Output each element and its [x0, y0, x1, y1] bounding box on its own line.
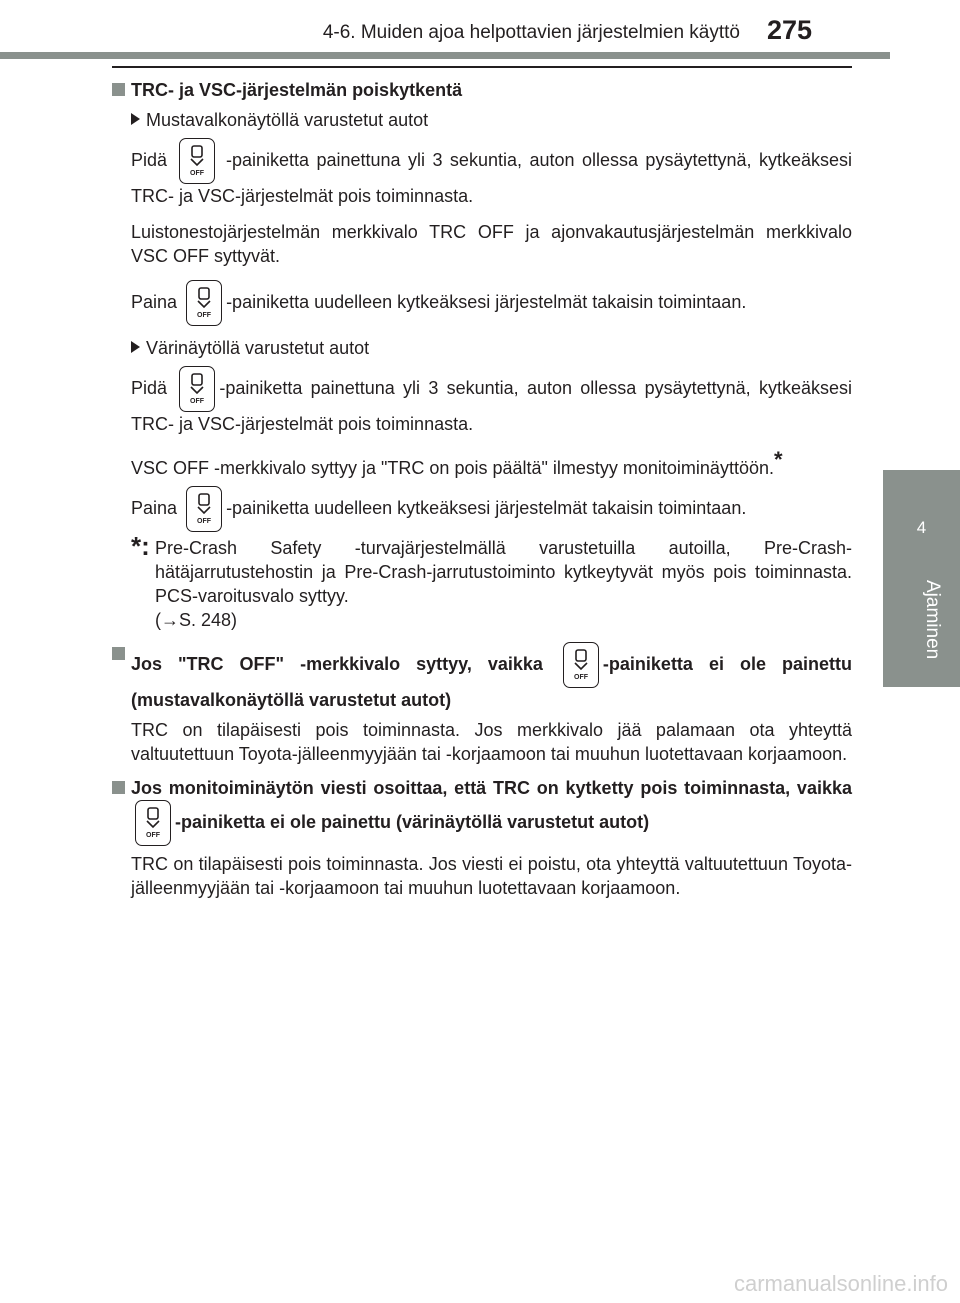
svg-text:OFF: OFF	[189, 170, 204, 177]
vsc-off-button-icon	[186, 280, 222, 326]
paragraph-trc-temporary-1: TRC on tilapäisesti pois toiminnasta. Jos merkkivalo jää palamaan ota yhteyttä valtuutettuun Toyota-jälleenmyyjään tai -korjaamoon tai muuhun luotettavaan korjaamoon.	[131, 720, 852, 764]
triangle-arrow-icon	[131, 341, 140, 353]
paragraph-press-again-mono: Paina OFF -painiketta uudelleen kytkeäksesi järjestelmät takaisin toimintaan.	[131, 280, 852, 326]
vsc-off-button-icon	[563, 642, 599, 688]
subheading-color-display: Värinäytöllä varustetut autot	[131, 336, 852, 360]
header-bar	[0, 0, 890, 59]
chapter-number: 4	[916, 518, 927, 537]
vsc-off-button-icon	[179, 138, 215, 184]
page-content	[112, 66, 852, 900]
chapter-label: Ajaminen	[922, 580, 943, 660]
section-heading-1: TRC- ja VSC-järjestelmän poiskytkentä	[112, 78, 852, 102]
svg-text:OFF: OFF	[190, 398, 205, 405]
chapter-tab	[883, 0, 960, 1303]
footnote-marker: *	[773, 447, 783, 472]
square-bullet-icon	[112, 647, 125, 660]
paragraph-hold-button-mono: Pidä OFF -painiketta painettuna yli 3 sekuntia, auton ollessa pysäytettynä, kytkeäksesi TRC- ja VSC-järjestelmät pois toiminnasta.	[131, 138, 852, 208]
vsc-off-button-icon	[135, 800, 171, 846]
footnote-text: Pre-Crash Safety -turvajärjestelmällä varustetuilla autoilla, Pre-Crash-hätäjarrutustehostin ja Pre-Crash-jarrutustoiminto kytkeytyvät myös pois toiminnasta. PCS-varoitusvalo syttyy.	[155, 538, 852, 606]
vsc-off-button-icon	[179, 366, 215, 412]
footnote-marker: *:	[131, 531, 150, 561]
top-rule	[112, 66, 852, 68]
footnote-ref: (→S. 248)	[155, 610, 238, 630]
svg-text:OFF: OFF	[197, 312, 212, 319]
square-bullet-icon	[112, 781, 125, 794]
footnote	[131, 531, 852, 632]
paragraph-indicators-mono: Luistonestojärjestelmän merkkivalo TRC OFF ja ajonvakautusjärjestelmän merkkivalo VSC OFF syttyvät.	[131, 222, 852, 266]
triangle-arrow-icon	[131, 113, 140, 125]
vsc-off-button-icon	[186, 486, 222, 532]
square-bullet-icon	[112, 83, 125, 96]
paragraph-trc-temporary-2: TRC on tilapäisesti pois toiminnasta. Jos viesti ei poistu, ota yhteyttä valtuutettuun Toyota-jälleenmyyjään tai -korjaamoon tai muuhun luotettavaan korjaamoon.	[131, 854, 852, 898]
subheading-mono-display: Mustavalkonäytöllä varustetut autot	[131, 108, 852, 132]
svg-text:OFF: OFF	[146, 832, 160, 839]
section-title: 4-6. Muiden ajoa helpottavien järjestelmien käyttö	[322, 22, 740, 43]
svg-text:OFF: OFF	[573, 674, 588, 681]
paragraph-press-again-color: Paina OFF -painiketta uudelleen kytkeäksesi järjestelmät takaisin toimintaan.	[131, 486, 852, 532]
paragraph-indicator-color: VSC OFF -merkkivalo syttyy ja "TRC on pois päältä" ilmestyy monitoiminäyttöön.*	[131, 447, 783, 478]
page-number: 275	[766, 15, 812, 45]
watermark: carmanualsonline.info	[733, 1271, 948, 1296]
paragraph-hold-button-color: Pidä OFF -painiketta painettuna yli 3 sekuntia, auton ollessa pysäytettynä, kytkeäksesi TRC- ja VSC-järjestelmät pois toiminnasta.	[131, 366, 852, 436]
section-heading-2: Jos "TRC OFF" -merkkivalo syttyy, vaikka OFF -painiketta ei ole painettu (mustavalkonäytöllä varustetut autot)	[112, 642, 852, 712]
svg-text:OFF: OFF	[197, 518, 212, 525]
section-heading-3: Jos monitoiminäytön viesti osoittaa, että TRC on kytketty pois toiminnasta, vaikka OFF -painiketta ei ole painettu (värinäytöllä varustetut autot)	[112, 776, 852, 846]
